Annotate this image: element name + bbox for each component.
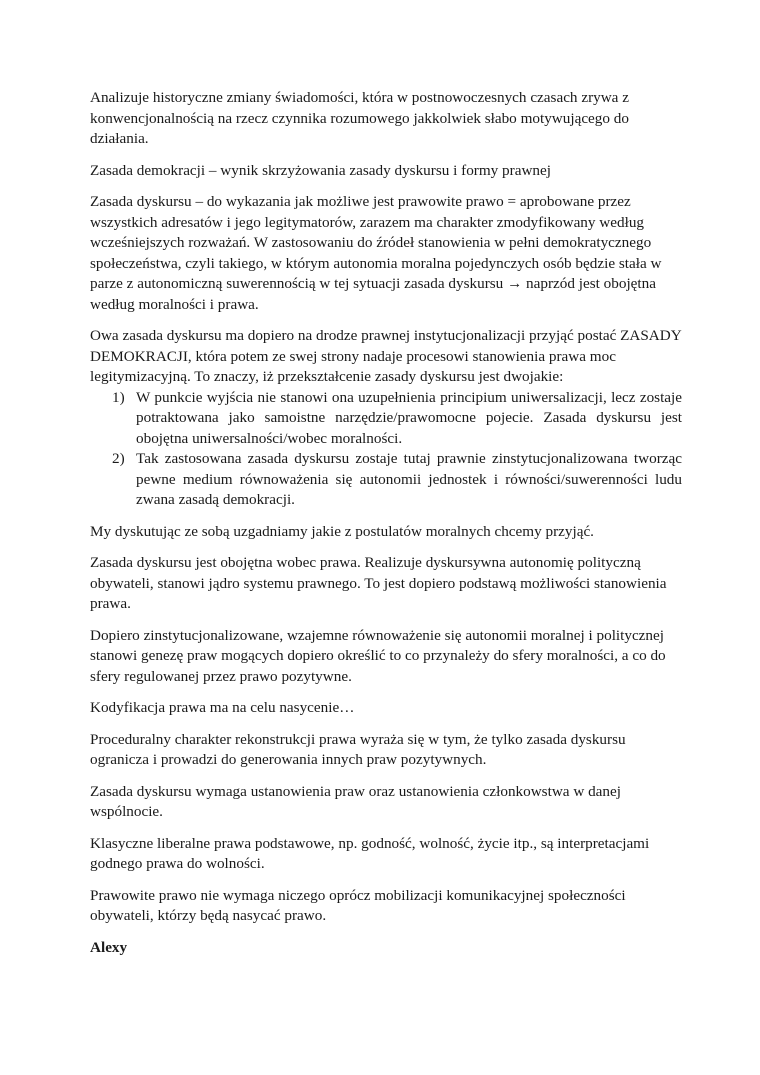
paragraph: Klasyczne liberalne prawa podstawowe, np. godność, wolność, życie itp., są interpretacjami godnego prawa do wolności. xyxy=(90,834,650,872)
paragraph-democracy-principle: Zasada demokracji – wynik skrzyżowania zasady dyskursu i formy prawnej xyxy=(90,161,551,179)
list-item-text: Tak zastosowana zasada dyskursu zostaje tutaj prawnie zinstytucjonalizowana tworząc pewne medium równoważenia się autonomii jednostek i równości/suwerenności ludu zwana zasadą demokracji. xyxy=(136,450,682,508)
paragraph: My dyskutując ze sobą uzgadniamy jakie z postulatów moralnych chcemy przyjąć. xyxy=(90,522,594,540)
paragraph-intro: Analizuje historyczne zmiany świadomości, która w postnowoczesnych czasach zrywa z konwencjonalnością na rzecz czynnika rozumowego jakkolwiek słabo motywującego do działania. xyxy=(90,89,629,147)
list-item-text: W punkcie wyjścia nie stanowi ona uzupełnienia principium uniwersalizacji, lecz zostaje potraktowana jako samoistne narzędzie/prawomocne pojecie. Zasada dyskursu jest obojętna uniwersalności/wobec moralności. xyxy=(136,388,682,447)
paragraph: Dopiero zinstytucjonalizowane, wzajemne równoważenie się autonomii moralnej i politycznej stanowi genezę praw mogących dopiero określić to co przynależy do sfery moralności, a co do sfery regulowanej przez prawo pozytywne. xyxy=(90,626,666,685)
document-page xyxy=(90,88,682,969)
list-item xyxy=(90,388,682,450)
list-item-number: 1) xyxy=(112,388,125,406)
paragraph: Zasada dyskursu wymaga ustanowienia praw oraz ustanowienia członkowstwa w danej wspólnocie. xyxy=(90,782,621,820)
paragraph: Proceduralny charakter rekonstrukcji prawa wyraża się w tym, że tylko zasada dyskursu ogranicza i prowadzi do generowania innych praw pozytywnych. xyxy=(90,730,626,768)
paragraph: Kodyfikacja prawa ma na celu nasycenie… xyxy=(90,699,355,716)
paragraph-institutionalization: Owa zasada dyskursu ma dopiero na drodze prawnej instytucjonalizacji przyjąć postać ZASADY DEMOKRACJI, która potem ze swej strony nadaje procesowi stanowienia prawa moc legitymizacyjną. To znaczy, iż przekształcenie zasady dyskursu jest dwojakie: xyxy=(90,327,682,385)
list-item-number: 2) xyxy=(112,450,125,467)
list-item xyxy=(90,449,682,511)
paragraph-discourse-principle: Zasada dyskursu – do wykazania jak możliwe jest prawowite prawo = aprobowane przez wszystkich adresatów i jego legitymatorów, zarazem ma charakter zmodyfikowany według wcześniejszych rozważań. W zastosowaniu do źródeł stanowienia w pełni demokratycznego społeczeństwa, czyli takiego, w którym autonomia moralna pojedynczych osób będzie stała w parze z autonomiczną suwerennością w tej sytuacji zasada dyskursu → naprzód jest obojętna według moralności i prawa. xyxy=(90,193,662,313)
paragraph: Zasada dyskursu jest obojętna wobec prawa. Realizuje dyskursywna autonomię polityczną obywateli, stanowi jądro systemu prawnego. To jest dopiero podstawą możliwości stanowienia prawa. xyxy=(90,554,667,612)
paragraph: Prawowite prawo nie wymaga niczego oprócz mobilizacji komunikacyjnej społeczności obywateli, którzy będą nasycać prawo. xyxy=(90,886,626,924)
numbered-list xyxy=(90,388,682,511)
author-name: Alexy xyxy=(90,938,128,956)
